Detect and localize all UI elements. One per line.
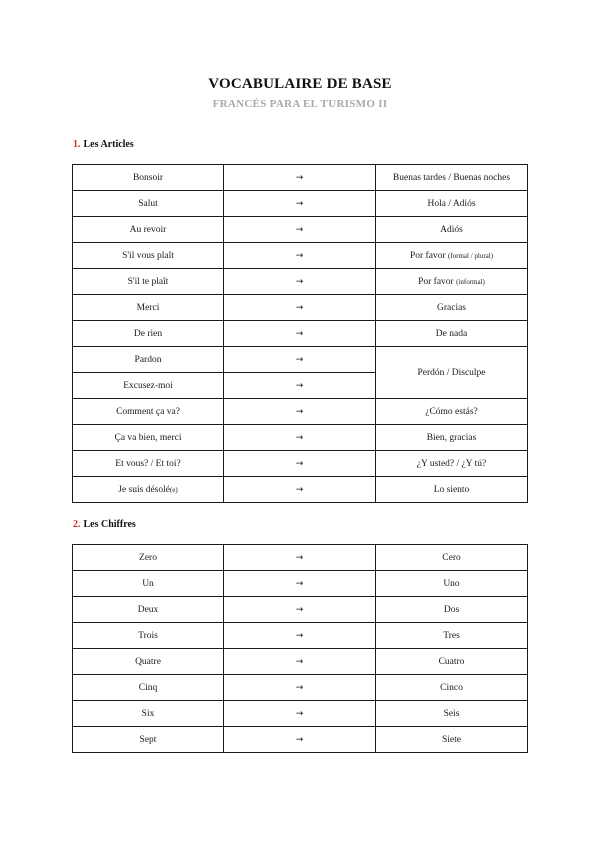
spanish-term: Cero [376,545,528,571]
arrow-icon: → [224,675,376,701]
spanish-term: ¿Cómo estás? [376,399,528,425]
spanish-term: Hola / Adiós [376,191,528,217]
table-row [73,545,528,571]
french-term: Merci [73,295,224,321]
french-term: Six [73,701,224,727]
spanish-term: Bien, gracias [376,425,528,451]
arrow-icon: → [224,373,376,399]
arrow-icon: → [224,399,376,425]
arrow-icon: → [224,545,376,571]
french-term: Salut [73,191,224,217]
spanish-term [376,269,528,295]
table-row [73,571,528,597]
table-row [73,269,528,295]
table-row [73,477,528,503]
french-term [73,477,224,503]
arrow-icon: → [224,727,376,753]
arrow-icon: → [224,321,376,347]
arrow-icon: → [224,623,376,649]
french-term: Comment ça va? [73,399,224,425]
table-row [73,347,528,373]
spanish-term [376,243,528,269]
table-row [73,295,528,321]
french-term: Zero [73,545,224,571]
french-term: Deux [73,597,224,623]
table-row [73,701,528,727]
arrow-icon: → [224,701,376,727]
table-row [73,727,528,753]
document-subtitle: FRANCÉS PARA EL TURISMO II [212,98,388,110]
arrow-icon: → [224,451,376,477]
french-term: S'il te plaît [73,269,224,295]
table-row [73,623,528,649]
table-row [73,451,528,477]
section-title: Les Chiffres [83,519,136,530]
spanish-term: ¿Y usted? / ¿Y tú? [376,451,528,477]
usage-note: (informal) [456,277,485,286]
table-row [73,649,528,675]
arrow-icon: → [224,347,376,373]
arrow-icon: → [224,243,376,269]
spanish-term: Buenas tardes / Buenas noches [376,165,528,191]
spanish-term: Cinco [376,675,528,701]
french-term: S'il vous plaît [73,243,224,269]
arrow-icon: → [224,165,376,191]
french-term: Pardon [73,347,224,373]
arrow-icon: → [224,597,376,623]
french-term: Quatre [73,649,224,675]
section-number: 2. [73,519,81,530]
spanish-term-merged: Perdón / Disculpe [376,347,528,399]
table-row [73,165,528,191]
french-term: Excusez-moi [73,373,224,399]
arrow-icon: → [224,295,376,321]
arrow-icon: → [224,217,376,243]
table-row [73,217,528,243]
table-row [73,321,528,347]
french-term: Sept [73,727,224,753]
spanish-term: Cuatro [376,649,528,675]
usage-note: (formal / plural) [447,251,494,260]
vocab-table-chiffres [72,544,528,753]
spanish-term: Lo siento [376,477,528,503]
arrow-icon: → [224,649,376,675]
french-term: Bonsoir [73,165,224,191]
table-row [73,675,528,701]
table-row [73,243,528,269]
spanish-term: Tres [376,623,528,649]
spanish-term: Dos [376,597,528,623]
arrow-icon: → [224,477,376,503]
table-row [73,425,528,451]
spanish-term: De nada [376,321,528,347]
spanish-term: Gracias [376,295,528,321]
spanish-term-text: Por favor [409,250,446,261]
table-row [73,191,528,217]
table-row [73,597,528,623]
document-title: VOCABULAIRE DE BASE [208,76,392,92]
table-row [73,399,528,425]
section-title: Les Articles [83,139,134,150]
french-term: De rien [73,321,224,347]
spanish-term: Siete [376,727,528,753]
french-term: Au revoir [73,217,224,243]
arrow-icon: → [224,269,376,295]
section-heading-articles [73,139,134,150]
french-term: Ça va bien, merci [73,425,224,451]
spanish-term: Seis [376,701,528,727]
french-term: Cinq [73,675,224,701]
french-term-text: Je suis désolé [118,484,170,495]
section-heading-chiffres [73,519,136,530]
spanish-term: Adiós [376,217,528,243]
section-number: 1. [73,139,81,150]
arrow-icon: → [224,571,376,597]
vocab-table-articles [72,164,528,503]
arrow-icon: → [224,191,376,217]
french-term: Et vous? / Et toi? [73,451,224,477]
gender-note: (e) [169,485,178,494]
french-term: Trois [73,623,224,649]
spanish-term: Uno [376,571,528,597]
spanish-term-text: Por favor [418,276,454,287]
arrow-icon: → [224,425,376,451]
french-term: Un [73,571,224,597]
